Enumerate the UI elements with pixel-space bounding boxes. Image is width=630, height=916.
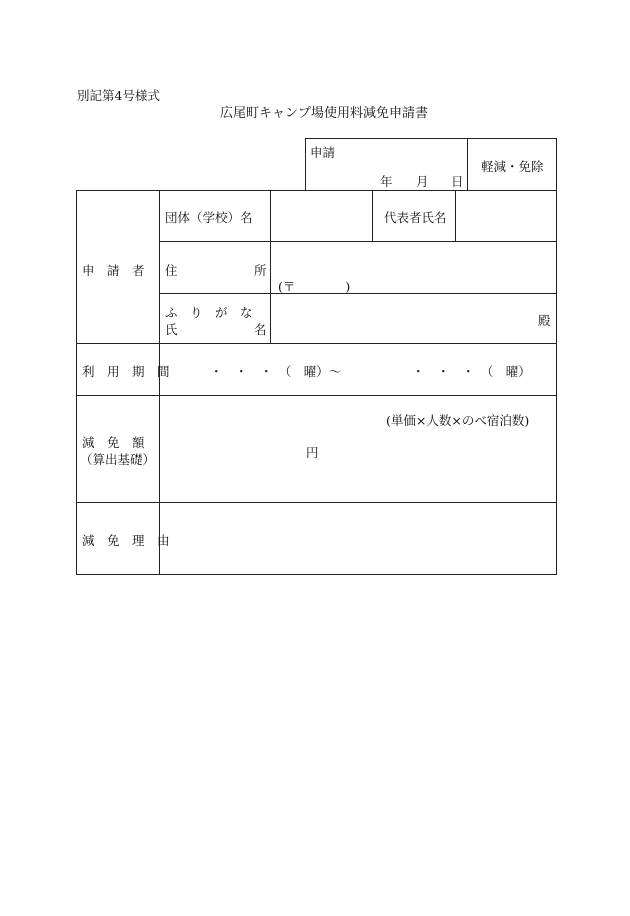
- form-number: 別記第4号様式: [77, 88, 160, 103]
- honorific: 殿: [538, 313, 551, 328]
- amount-basis-label: （算出基礎）: [80, 452, 156, 467]
- reduction-type: 軽減・免除: [481, 159, 544, 174]
- day-label: 日: [451, 174, 464, 189]
- month-label: 月: [416, 174, 429, 189]
- period-label: 利 用 期 間: [82, 364, 170, 379]
- apply-date-label: 申請: [310, 145, 336, 160]
- reason-label: 減 免 理 由: [82, 533, 170, 548]
- applicant-label: 申 請 者: [82, 263, 145, 278]
- period-end[interactable]: ・ ・ ・ （ 曜）: [412, 364, 531, 379]
- name-label: 氏: [165, 322, 178, 337]
- reason-field[interactable]: [160, 503, 556, 574]
- yen-unit: 円: [306, 445, 319, 460]
- amount-label: 減 免 額: [82, 435, 145, 450]
- address-label: 住: [165, 263, 178, 278]
- address-label-2: 所: [254, 263, 267, 278]
- name-label-2: 名: [254, 322, 267, 337]
- form-title: 広尾町キャンプ場使用料減免申請書: [220, 106, 429, 121]
- org-name-field[interactable]: [271, 191, 371, 240]
- org-name-label: 団体（学校）名: [165, 210, 253, 225]
- period-start[interactable]: ・ ・ ・ （ 曜）～: [210, 364, 342, 379]
- calculation-basis: (単価×人数×のべ宿泊数): [386, 413, 530, 428]
- year-label: 年: [380, 174, 393, 189]
- representative-label: 代表者氏名: [384, 210, 447, 225]
- furigana-label: ふ り が な: [165, 305, 253, 320]
- postal-code[interactable]: (〒 ): [278, 279, 351, 294]
- representative-field[interactable]: [456, 191, 555, 240]
